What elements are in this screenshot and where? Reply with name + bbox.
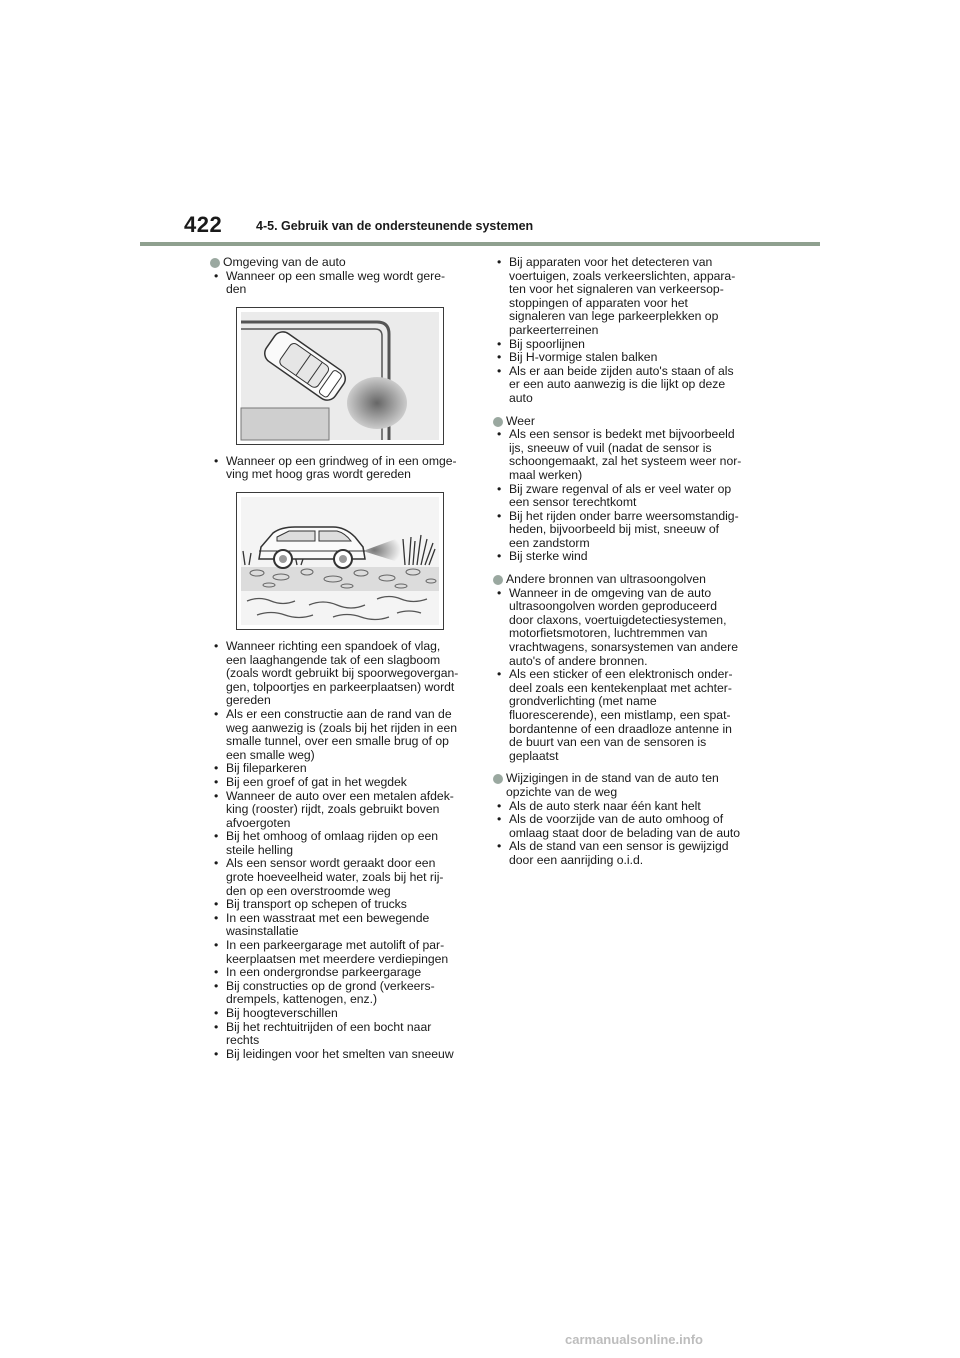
weather-section [493, 415, 763, 565]
list-item: • Wanneer de auto over een metalen afdek- king (rooster) rijdt, zoals gebruikt boven afvoergoten [214, 788, 454, 830]
bullet-circle-icon [210, 258, 220, 268]
page-number: 422 [184, 212, 223, 237]
bullet-icon: • [497, 508, 502, 523]
bullet-icon: • [497, 798, 502, 813]
list-item: • In een parkeergarage met autolift of par- keerplaatsen met meerdere verdiepingen [214, 938, 449, 966]
bullet-icon: • [214, 788, 219, 803]
list-item: • Bij spoorlijnen [497, 336, 585, 351]
position-section [493, 772, 763, 867]
bullet-icon: • [214, 1046, 219, 1061]
bullet-circle-icon [493, 774, 503, 784]
gravel-road-illustration [236, 492, 444, 630]
list-item: • Bij fileparkeren [214, 761, 307, 776]
bullet-icon: • [214, 1006, 219, 1020]
watermark-link[interactable]: carmanualsonline.info [565, 1332, 703, 1347]
list-item: • Wanneer op een smalle weg wordt gere- den [214, 268, 446, 297]
bullet-icon: • [497, 350, 502, 365]
bullet-icon: • [214, 897, 219, 912]
bullet-icon: • [497, 812, 502, 827]
bullet-icon: • [214, 1019, 219, 1034]
bullet-icon: • [214, 774, 219, 789]
list-item: • Als de auto sterk naar één kant helt [497, 798, 701, 813]
right-column [493, 256, 763, 877]
list-item: • Als een sensor wordt geraakt door een grote hoeveelheid water, zoals bij het rij- den op een overstroomde weg [214, 856, 444, 898]
bullet-icon: • [214, 938, 219, 953]
list-item: • Bij het omhoog of omlaag rijden op een steile helling [214, 829, 439, 857]
bullet-icon: • [497, 363, 502, 378]
left-item-list [210, 640, 472, 1061]
list-item: • Als een sensor is bedekt met bijvoorbeeld ijs, sneeuw of vuil (nadat de sensor is schoongemaakt, zal het systeem weer nor- maal werken) [497, 427, 742, 482]
list-item: • Als er een constructie aan de rand van de weg aanwezig is (zoals bij het rijden in een smalle tunnel, over een smalle brug of op een smalle weg) [214, 706, 458, 762]
list-item: • Bij zware regenval of als er veel water op een sensor terechtkomt [497, 481, 732, 510]
list-item: • Als de voorzijde van de auto omhoog of omlaag staat door de belading van de auto [497, 812, 741, 840]
bullet-icon: • [497, 585, 502, 600]
list-item: • Bij het rijden onder barre weersomstandig- heden, bijvoorbeeld bij mist, sneeuw of een zandstorm [497, 508, 739, 550]
bullet-icon: • [214, 965, 219, 980]
list-item: • Bij hoogteverschillen [214, 1006, 338, 1020]
bullet-icon: • [497, 427, 502, 442]
list-item: • Bij constructies op de grond (verkeers- drempels, kattenogen, enz.) [214, 978, 435, 1007]
bullet-icon: • [214, 706, 219, 721]
bullet-icon: • [214, 978, 219, 993]
list-item: • Wanneer op een grindweg of in een omge- ving met hoog gras wordt gereden [214, 453, 457, 482]
bullet-icon: • [497, 839, 502, 854]
list-item: • Als een sticker of een elektronisch onder- deel zoals een kentekenplaat met achter- grondverlichting (met name fluorescerende), een mistlamp, een spat- bordantenne of een draadloze antenne in de buurt van een van de sensoren is geplaatst [497, 667, 733, 763]
list-item: • Bij sterke wind [497, 549, 588, 564]
narrow-road-illustration [236, 307, 444, 445]
ultrasonic-section [493, 573, 763, 763]
list-item: • Wanneer richting een spandoek of vlag, een laaghangende tak of een slagboom (zoals wordt gebruikt bij spoorwegovergan- gen, tolpoortjes en parkeerplaatsen) wordt gereden [214, 638, 459, 708]
list-item: • Als de stand van een sensor is gewijzigd door een aanrijding o.i.d. [497, 839, 729, 867]
list-item: • In een wasstraat met een bewegende wasinstallatie [214, 910, 430, 939]
list-item: • Bij apparaten voor het detecteren van voertuigen, zoals verkeerslichten, appara- ten voor het signaleren van verkeersop- stoppingen of apparaten voor het signaleren van lege parkeerplekken op parkeerterreinen [497, 255, 736, 337]
bullet-icon: • [497, 255, 502, 269]
list-item: • In een ondergrondse parkeergarage [214, 965, 422, 980]
bullet-icon: • [214, 856, 219, 871]
right-top-list [493, 256, 763, 406]
list-item: • Als er aan beide zijden auto's staan of als er een auto aanwezig is die lijkt op deze auto [497, 363, 734, 405]
bullet-icon: • [497, 336, 502, 351]
section-title: 4-5. Gebruik van de ondersteunende systemen [256, 219, 534, 233]
bullet-circle-icon [493, 417, 503, 427]
header-rule [140, 242, 820, 246]
bullet-icon: • [214, 829, 219, 844]
bullet-icon: • [214, 453, 219, 468]
bullet-icon: • [497, 549, 502, 564]
bullet-icon: • [214, 761, 219, 776]
list-item: • Bij transport op schepen of trucks [214, 897, 407, 912]
list-item: • Bij het rechtuitrijden of een bocht naar rechts [214, 1019, 432, 1048]
bullet-icon: • [497, 667, 502, 682]
bullet-icon: • [214, 638, 219, 653]
list-item: • Bij leidingen voor het smelten van sneeuw [214, 1046, 454, 1061]
section-heading: Weer [493, 415, 763, 429]
bullet-icon: • [497, 481, 502, 496]
list-item: • Bij H-vormige stalen balken [497, 350, 658, 365]
left-column [210, 256, 472, 1061]
section-heading: Andere bronnen van ultrasoongolven [493, 573, 763, 587]
bullet-circle-icon [493, 575, 503, 585]
section-heading: Omgeving van de auto [210, 256, 472, 270]
list-item: • Wanneer in de omgeving van de auto ultrasoongolven worden geproduceerd door claxons, voertuigdetectiesystemen, motorfietsmotoren, luchtremmen van vrachtwagens, sonarsystemen van andere auto's of andere bronnen. [497, 585, 738, 668]
bullet-icon: • [214, 268, 219, 283]
list-item: • Bij een groef of gat in het wegdek [214, 774, 407, 789]
section-heading: Wijzigingen in de stand van de auto ten opzichte van de weg [493, 772, 763, 799]
bullet-icon: • [214, 910, 219, 925]
